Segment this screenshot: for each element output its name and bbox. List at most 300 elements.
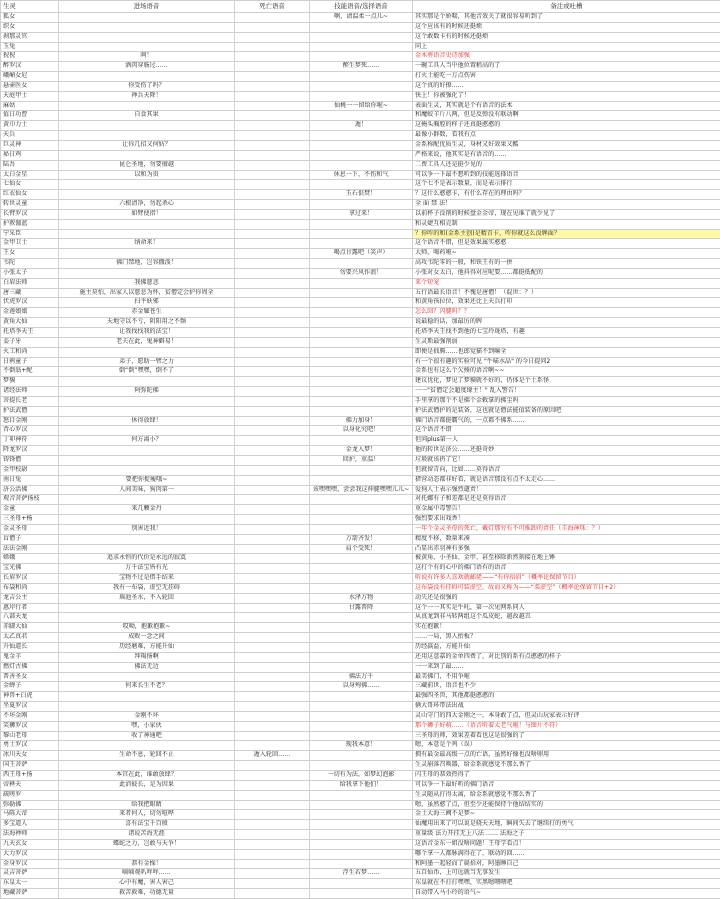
- cell-creature: 托塔李天王: [1, 328, 59, 338]
- cell-skill-voice: [310, 278, 413, 288]
- cell-notes: 重量级 法力开挂无上八法 …… 法海之子: [413, 830, 720, 840]
- cell-notes: 有一个很有趣的实验可见 "牛喵水晶" 的今日提问2: [413, 357, 720, 367]
- cell-creature: 普善圣女: [1, 672, 59, 682]
- cell-notes: 金系也有这么个欠揍的语音啊~~: [413, 367, 720, 377]
- cell-death-voice: [235, 869, 310, 879]
- cell-death-voice: [235, 190, 310, 200]
- cell-skill-voice: [310, 42, 413, 52]
- cell-entrance-voice: [59, 446, 235, 456]
- cell-entrance-voice: [59, 219, 235, 229]
- cell-skill-voice: 以身殉佛……: [310, 682, 413, 692]
- cell-entrance-voice: 瑶池圣水，不入轮回: [59, 593, 235, 603]
- cell-entrance-voice: [59, 131, 235, 141]
- table-row: [1, 692, 720, 702]
- table-row: [1, 337, 720, 347]
- cell-creature: 红衣仙女: [1, 190, 59, 200]
- cell-notes: 爱狗人士表示强烈谴责！: [413, 485, 720, 495]
- cell-creature: 东皇太一: [1, 879, 59, 889]
- cell-skill-voice: [310, 259, 413, 269]
- cell-entrance-voice: 老夫在此，鬼神僻易！: [59, 337, 235, 347]
- cell-notes: 最强四圣兽，其他都挺憨憨的: [413, 692, 720, 702]
- cell-entrance-voice: 天地守以不亏，阴阳用之不频: [59, 318, 235, 328]
- cell-skill-voice: [310, 140, 413, 150]
- cell-death-voice: [235, 81, 310, 91]
- table-row: [1, 42, 720, 52]
- cell-skill-voice: [310, 761, 413, 771]
- cell-skill-voice: [310, 229, 413, 239]
- cell-skill-voice: [310, 800, 413, 810]
- cell-entrance-voice: 宝物不过是借手结来: [59, 574, 235, 584]
- table-row: [1, 446, 720, 456]
- table-row: [1, 751, 720, 761]
- cell-entrance-voice: [59, 13, 235, 23]
- cell-entrance-voice: [59, 249, 235, 259]
- cell-skill-voice: [310, 111, 413, 121]
- table-row: [1, 623, 720, 633]
- cell-death-voice: [235, 889, 310, 899]
- table-row: [1, 564, 720, 574]
- cell-creature: 狐女: [1, 13, 59, 23]
- cell-skill-voice: [310, 810, 413, 820]
- cell-death-voice: [235, 62, 310, 72]
- cell-skill-voice: 金龙入梦！: [310, 446, 413, 456]
- table-row: [1, 515, 720, 525]
- cell-entrance-voice: [59, 692, 235, 702]
- table-row: [1, 475, 720, 485]
- table-row: [1, 131, 720, 141]
- cell-skill-voice: [310, 160, 413, 170]
- cell-skill-voice: [310, 32, 413, 42]
- cell-notes: 自动带入马小玲的语气~: [413, 889, 720, 899]
- cell-death-voice: [235, 200, 310, 210]
- cell-death-voice: [235, 643, 310, 653]
- table-row: [1, 81, 720, 91]
- cell-notes: 建议优化，梦见了梦貘就不好的，仍体是个土系怪: [413, 377, 720, 387]
- cell-skill-voice: 仙桃一一留给你啦~: [310, 101, 413, 111]
- cell-creature: 不坏金刚: [1, 711, 59, 721]
- cell-skill-voice: [310, 505, 413, 515]
- cell-death-voice: [235, 42, 310, 52]
- cell-notes: 和魔蛟羊斤八两，但是反弹没有联动啊: [413, 111, 720, 121]
- table-row: [1, 662, 720, 672]
- cell-notes: 金土大海三阙不是梦~: [413, 810, 720, 820]
- cell-notes: 最像小群数，看我有点: [413, 131, 720, 141]
- cell-entrance-voice: 追求永恒的代价是永远的寂寞: [59, 554, 235, 564]
- cell-entrance-voice: [59, 455, 235, 465]
- cell-death-voice: [235, 387, 310, 397]
- table-row: [1, 879, 720, 889]
- table-row: [1, 367, 720, 377]
- cell-notes: 可以争一下最不想听到的技能选择语音: [413, 170, 720, 180]
- cell-creature: 南日兔: [1, 475, 59, 485]
- cell-skill-voice: 水泽万物: [310, 593, 413, 603]
- cell-notes: 这掩头胸腔的样子还真挺憨憨的: [413, 121, 720, 131]
- table-row: [1, 859, 720, 869]
- cell-skill-voice: [310, 839, 413, 849]
- cell-notes: 还用这意嘉的金单四费了，对比别的系有点憨憨的样子: [413, 652, 720, 662]
- cell-creature: 升仙道长: [1, 643, 59, 653]
- cell-creature: 转世灵童: [1, 200, 59, 210]
- cell-skill-voice: [310, 643, 413, 653]
- table-row: [1, 180, 720, 190]
- cell-notes: 一年个金灵圣母的死亡，戴灯那穷有不可推卸的责任（圭海神珠：？）: [413, 524, 720, 534]
- cell-skill-voice: 醉生梦死……: [310, 62, 413, 72]
- cell-skill-voice: 玉石俱焚！: [310, 190, 413, 200]
- cell-entrance-voice: 我佛慈悲: [59, 278, 235, 288]
- cell-notes: 嗯，本意是个鸡（误）: [413, 741, 720, 751]
- cell-death-voice: [235, 692, 310, 702]
- table-row: [1, 278, 720, 288]
- table-row: [1, 91, 720, 101]
- cell-creature: 韦陀: [1, 259, 59, 269]
- cell-death-voice: [235, 603, 310, 613]
- cell-entrance-voice: [59, 150, 235, 160]
- table-row: [1, 308, 720, 318]
- cell-creature: 背心罗汉: [1, 426, 59, 436]
- cell-entrance-voice: 休得放肆！: [59, 416, 235, 426]
- cell-skill-voice: 啊，请温柔一点儿~: [310, 13, 413, 23]
- cell-creature: 笑狮罗汉: [1, 721, 59, 731]
- cell-death-voice: [235, 446, 310, 456]
- header-row: [1, 1, 720, 13]
- cell-entrance-voice: 人间美味，狗肉第一: [59, 485, 235, 495]
- table-row: [1, 22, 720, 32]
- cell-skill-voice: [310, 377, 413, 387]
- cell-creature: 长眉罗汉: [1, 574, 59, 584]
- cell-creature: 济公活佛: [1, 485, 59, 495]
- table-row: [1, 396, 720, 406]
- cell-creature: 国王菩萨: [1, 761, 59, 771]
- cell-creature: 火工和尚: [1, 347, 59, 357]
- table-row: [1, 534, 720, 544]
- cell-death-voice: [235, 672, 310, 682]
- cell-notes: 这个应该有的时候还挺烦: [413, 22, 720, 32]
- table-row: [1, 101, 720, 111]
- cell-creature: 织女: [1, 22, 59, 32]
- cell-entrance-voice: 扫平妖邪: [59, 298, 235, 308]
- table-row: [1, 140, 720, 150]
- cell-death-voice: [235, 485, 310, 495]
- table-row: [1, 209, 720, 219]
- cell-skill-voice: [310, 721, 413, 731]
- cell-notes: 这个一一其实是牛吒，第一次见网系同人: [413, 603, 720, 613]
- cell-skill-voice: [310, 308, 413, 318]
- table-row: [1, 800, 720, 810]
- cell-skill-voice: [310, 436, 413, 446]
- cell-entrance-voice: 生命不息，轮回不止: [59, 751, 235, 761]
- cell-death-voice: [235, 702, 310, 712]
- cell-creature: 金蝉子: [1, 682, 59, 692]
- cell-skill-voice: [310, 367, 413, 377]
- table-row: [1, 200, 720, 210]
- cell-entrance-voice: 收了神通吧: [59, 731, 235, 741]
- cell-entrance-voice: 何来长生不老？: [59, 682, 235, 692]
- cell-notes: 对托娜有子和差都是还是莫得语音: [413, 495, 720, 505]
- table-row: [1, 869, 720, 879]
- cell-death-voice: [235, 741, 310, 751]
- cell-entrance-voice: [59, 426, 235, 436]
- cell-skill-voice: [310, 150, 413, 160]
- cell-notes: 重金属中毒警告！: [413, 505, 720, 515]
- cell-skill-voice: 给我拿下他们！: [310, 780, 413, 790]
- cell-death-voice: [235, 328, 310, 338]
- cell-entrance-voice: [59, 72, 235, 82]
- cell-entrance-voice: [59, 268, 235, 278]
- cell-notes: 全 面 禁 法！: [413, 200, 720, 210]
- cell-notes: 这个敢数卡有的时候还挺烦: [413, 32, 720, 42]
- cell-notes: 严格来说，他其实是有语音的……: [413, 150, 720, 160]
- cell-entrance-voice: [59, 406, 235, 416]
- cell-notes: 听说有许多人喜欢就邮佬——“有你拾眉”（概率论保留节目）: [413, 574, 720, 584]
- table-row: [1, 170, 720, 180]
- cell-entrance-voice: 成败一念之间: [59, 633, 235, 643]
- cell-death-voice: [235, 711, 310, 721]
- cell-skill-voice: [310, 702, 413, 712]
- cell-entrance-voice: [59, 613, 235, 623]
- cell-entrance-voice: [59, 180, 235, 190]
- cell-creature: 小张太子: [1, 268, 59, 278]
- cell-death-voice: [235, 515, 310, 525]
- cell-death-voice: [235, 209, 310, 219]
- cell-death-voice: [235, 682, 310, 692]
- cell-notes: 他的转世是济公……还挺奇妙: [413, 446, 720, 456]
- table-row: [1, 426, 720, 436]
- cell-entrance-voice: 酒肉穿肠过……: [59, 62, 235, 72]
- cell-skill-voice: [310, 554, 413, 564]
- cell-creature: 三圣母+杨: [1, 515, 59, 525]
- cell-creature: 昴日鸡: [1, 150, 59, 160]
- cell-skill-voice: [310, 81, 413, 91]
- table-row: [1, 770, 720, 780]
- cell-death-voice: [235, 436, 310, 446]
- cell-death-voice: [235, 810, 310, 820]
- cell-notes: 精度不移，数量来凑: [413, 534, 720, 544]
- cell-creature: 日鸦童子: [1, 357, 59, 367]
- cell-death-voice: [235, 593, 310, 603]
- cell-skill-voice: 佛法万千: [310, 672, 413, 682]
- table-row: [1, 190, 720, 200]
- cell-death-voice: [235, 52, 310, 62]
- table-row: [1, 633, 720, 643]
- cell-skill-voice: 佛力加身！: [310, 416, 413, 426]
- table-row: [1, 377, 720, 387]
- table-row: [1, 820, 720, 830]
- cell-skill-voice: [310, 180, 413, 190]
- cell-entrance-voice: 本宫在此，谁敢放肆？: [59, 770, 235, 780]
- cell-death-voice: [235, 249, 310, 259]
- cell-creature: 姜子牙: [1, 337, 59, 347]
- cell-notes: 俩大哥环带法出战: [413, 702, 720, 712]
- cell-creature: 金甲卫士: [1, 239, 59, 249]
- cell-creature: 护法武僧: [1, 406, 59, 416]
- cell-notes: 生灵随从打得太离，给金系就感觉不那么香了: [413, 790, 720, 800]
- cell-skill-voice: [310, 52, 413, 62]
- cell-creature: 九天玄女: [1, 839, 59, 849]
- cell-creature: 怒目金刚: [1, 416, 59, 426]
- cell-entrance-voice: 六根清净，勿起杀心: [59, 200, 235, 210]
- cell-entrance-voice: 让我找找我的法宝！: [59, 328, 235, 338]
- cell-skill-voice: 万箭齐发！: [310, 534, 413, 544]
- cell-death-voice: [235, 377, 310, 387]
- cell-creature: 降龙罗汉: [1, 446, 59, 456]
- cell-creature: 白眉法师: [1, 278, 59, 288]
- cell-creature: 黄角大仙: [1, 318, 59, 328]
- cell-death-voice: [235, 219, 310, 229]
- cell-entrance-voice: 诸说苦海无涯: [59, 830, 235, 840]
- cell-death-voice: [235, 367, 310, 377]
- cell-creature: 菩提长老: [1, 396, 59, 406]
- table-row: [1, 239, 720, 249]
- cell-notes: 小张对女太白，他抖得对应呢要……都挺低配的: [413, 268, 720, 278]
- table-row: [1, 682, 720, 692]
- cell-death-voice: [235, 613, 310, 623]
- cell-notes: 强烈要求出戏香！: [413, 515, 720, 525]
- table-row: [1, 505, 720, 515]
- cell-death-voice: [235, 583, 310, 593]
- table-row: [1, 406, 720, 416]
- cell-death-voice: [235, 633, 310, 643]
- cell-notes: 闪王母的恭效热得了: [413, 770, 720, 780]
- cell-creature: 马陈大帝: [1, 810, 59, 820]
- cell-death-voice: [235, 121, 310, 131]
- table-row: [1, 219, 720, 229]
- cell-skill-voice: [310, 219, 413, 229]
- cell-death-voice: [235, 662, 310, 672]
- cell-skill-voice: [310, 239, 413, 249]
- cell-creature: 七仙女: [1, 180, 59, 190]
- cell-skill-voice: [310, 623, 413, 633]
- cell-death-voice: [235, 111, 310, 121]
- cell-entrance-voice: 呵！: [59, 52, 235, 62]
- cell-notes: 动失还是很强的: [413, 593, 720, 603]
- table-row: [1, 574, 720, 584]
- table-row: [1, 259, 720, 269]
- cell-notes: 护法武僧护的是装备，这也就是僧法能值装备的原因吧: [413, 406, 720, 416]
- cell-creature: 盲僧子: [1, 534, 59, 544]
- cell-notes: 生灵崩落召唤器，给金系就感觉不那么香了: [413, 761, 720, 771]
- cell-creature: 赤脚大仙: [1, 623, 59, 633]
- cell-skill-voice: [310, 731, 413, 741]
- cell-notes: 快上！你被强化了！: [413, 91, 720, 101]
- cell-entrance-voice: [59, 761, 235, 771]
- cell-skill-voice: [310, 328, 413, 338]
- cell-notes: 三圣母的师，效果差着看也这是很强的了: [413, 731, 720, 741]
- cell-death-voice: [235, 534, 310, 544]
- cell-entrance-voice: 佛法无边: [59, 662, 235, 672]
- cell-death-voice: [235, 239, 310, 249]
- cell-creature: 大力罗汉: [1, 849, 59, 859]
- cell-notes: 和黄角孩拉位，效果还比上天兵打印: [413, 298, 720, 308]
- cell-skill-voice: [310, 72, 413, 82]
- cell-entrance-voice: 佛门禁地，岂容撒泼！: [59, 259, 235, 269]
- cell-entrance-voice: 蝶蛇之力，岂敢与天争！: [59, 839, 235, 849]
- cell-death-voice: [235, 180, 310, 190]
- cell-entrance-voice: 喜有法宝千百般: [59, 820, 235, 830]
- table-row: [1, 810, 720, 820]
- cell-death-voice: [235, 465, 310, 475]
- cell-notes: 大师，喝药啦~: [413, 249, 720, 259]
- cell-skill-voice: [310, 564, 413, 574]
- cell-death-voice: [235, 298, 310, 308]
- cell-skill-voice: [310, 524, 413, 534]
- cell-skill-voice: [310, 91, 413, 101]
- cell-notes: 实在抱歉！: [413, 623, 720, 633]
- cell-death-voice: [235, 859, 310, 869]
- cell-notes: 一一来到了最……: [413, 662, 720, 672]
- cell-creature: 八部天龙: [1, 613, 59, 623]
- table-row: [1, 150, 720, 160]
- table-row: [1, 62, 720, 72]
- cell-skill-voice: [310, 583, 413, 593]
- cell-creature: 玉兔: [1, 42, 59, 52]
- cell-death-voice: [235, 800, 310, 810]
- cell-skill-voice: [310, 396, 413, 406]
- cell-creature: 天庭甲士: [1, 91, 59, 101]
- table-row: [1, 583, 720, 593]
- cell-entrance-voice: [59, 121, 235, 131]
- cell-creature: 疏嗟罗: [1, 790, 59, 800]
- cell-death-voice: [235, 564, 310, 574]
- cell-skill-voice: [310, 662, 413, 672]
- cell-skill-voice: 喝点甘露吧（笑声）: [310, 249, 413, 259]
- cell-death-voice: [235, 652, 310, 662]
- cell-creature: 天兵: [1, 131, 59, 141]
- cell-creature: 宝光佛: [1, 564, 59, 574]
- cell-notes: 最美佛门，不用争啦: [413, 672, 720, 682]
- table-row: [1, 485, 720, 495]
- cell-entrance-voice: 拜羯扬啊: [59, 652, 235, 662]
- cell-entrance-voice: [59, 229, 235, 239]
- cell-notes: 垃圾就该扔了它！: [413, 455, 720, 465]
- cell-death-voice: [235, 623, 310, 633]
- cell-death-voice: [235, 140, 310, 150]
- cell-notes: 东皇就在不打打嘿嘿，实黑嗯喂喂吧: [413, 879, 720, 889]
- cell-skill-voice: [310, 337, 413, 347]
- cell-notes: 嗯，虽然憨了点，但至少还能保持个他结结实的: [413, 800, 720, 810]
- cell-skill-voice: [310, 465, 413, 475]
- cell-creature: 巨灵神: [1, 140, 59, 150]
- cell-notes: 被黄角、小圣仙、金甲、甚至移除新然刻接在地上锤: [413, 554, 720, 564]
- cell-creature: 金童: [1, 505, 59, 515]
- cell-creature: 法法金刚: [1, 544, 59, 554]
- cell-skill-voice: 该嘿嘿嘿，尝尝我这伸腿嘿嘿儿儿~: [310, 485, 413, 495]
- cell-skill-voice: [310, 849, 413, 859]
- cell-skill-voice: [310, 406, 413, 416]
- cell-entrance-voice: 让你几招又何妨？: [59, 140, 235, 150]
- cell-skill-voice: [310, 22, 413, 32]
- cell-skill-voice: [310, 820, 413, 830]
- cell-skill-voice: 勿要兴风作浪！: [310, 268, 413, 278]
- cell-death-voice: [235, 268, 310, 278]
- cell-death-voice: [235, 879, 310, 889]
- cell-entrance-voice: [59, 465, 235, 475]
- cell-skill-voice: [310, 347, 413, 357]
- cell-creature: 勇士罗汉: [1, 741, 59, 751]
- cell-skill-voice: [310, 574, 413, 584]
- cell-creature: 太白金星: [1, 170, 59, 180]
- cell-entrance-voice: 给我把眼睛: [59, 800, 235, 810]
- cell-creature: 地藏菩萨: [1, 889, 59, 899]
- cell-entrance-voice: [59, 741, 235, 751]
- cell-death-voice: [235, 13, 310, 23]
- table-row: [1, 731, 720, 741]
- cell-skill-voice: 浮生若梦……: [310, 869, 413, 879]
- table-row: [1, 32, 720, 42]
- cell-notes: 和灵婕互相克制: [413, 219, 720, 229]
- cell-creature: 唐三藏: [1, 288, 59, 298]
- table-row: [1, 839, 720, 849]
- cell-skill-voice: 遁！: [310, 121, 413, 131]
